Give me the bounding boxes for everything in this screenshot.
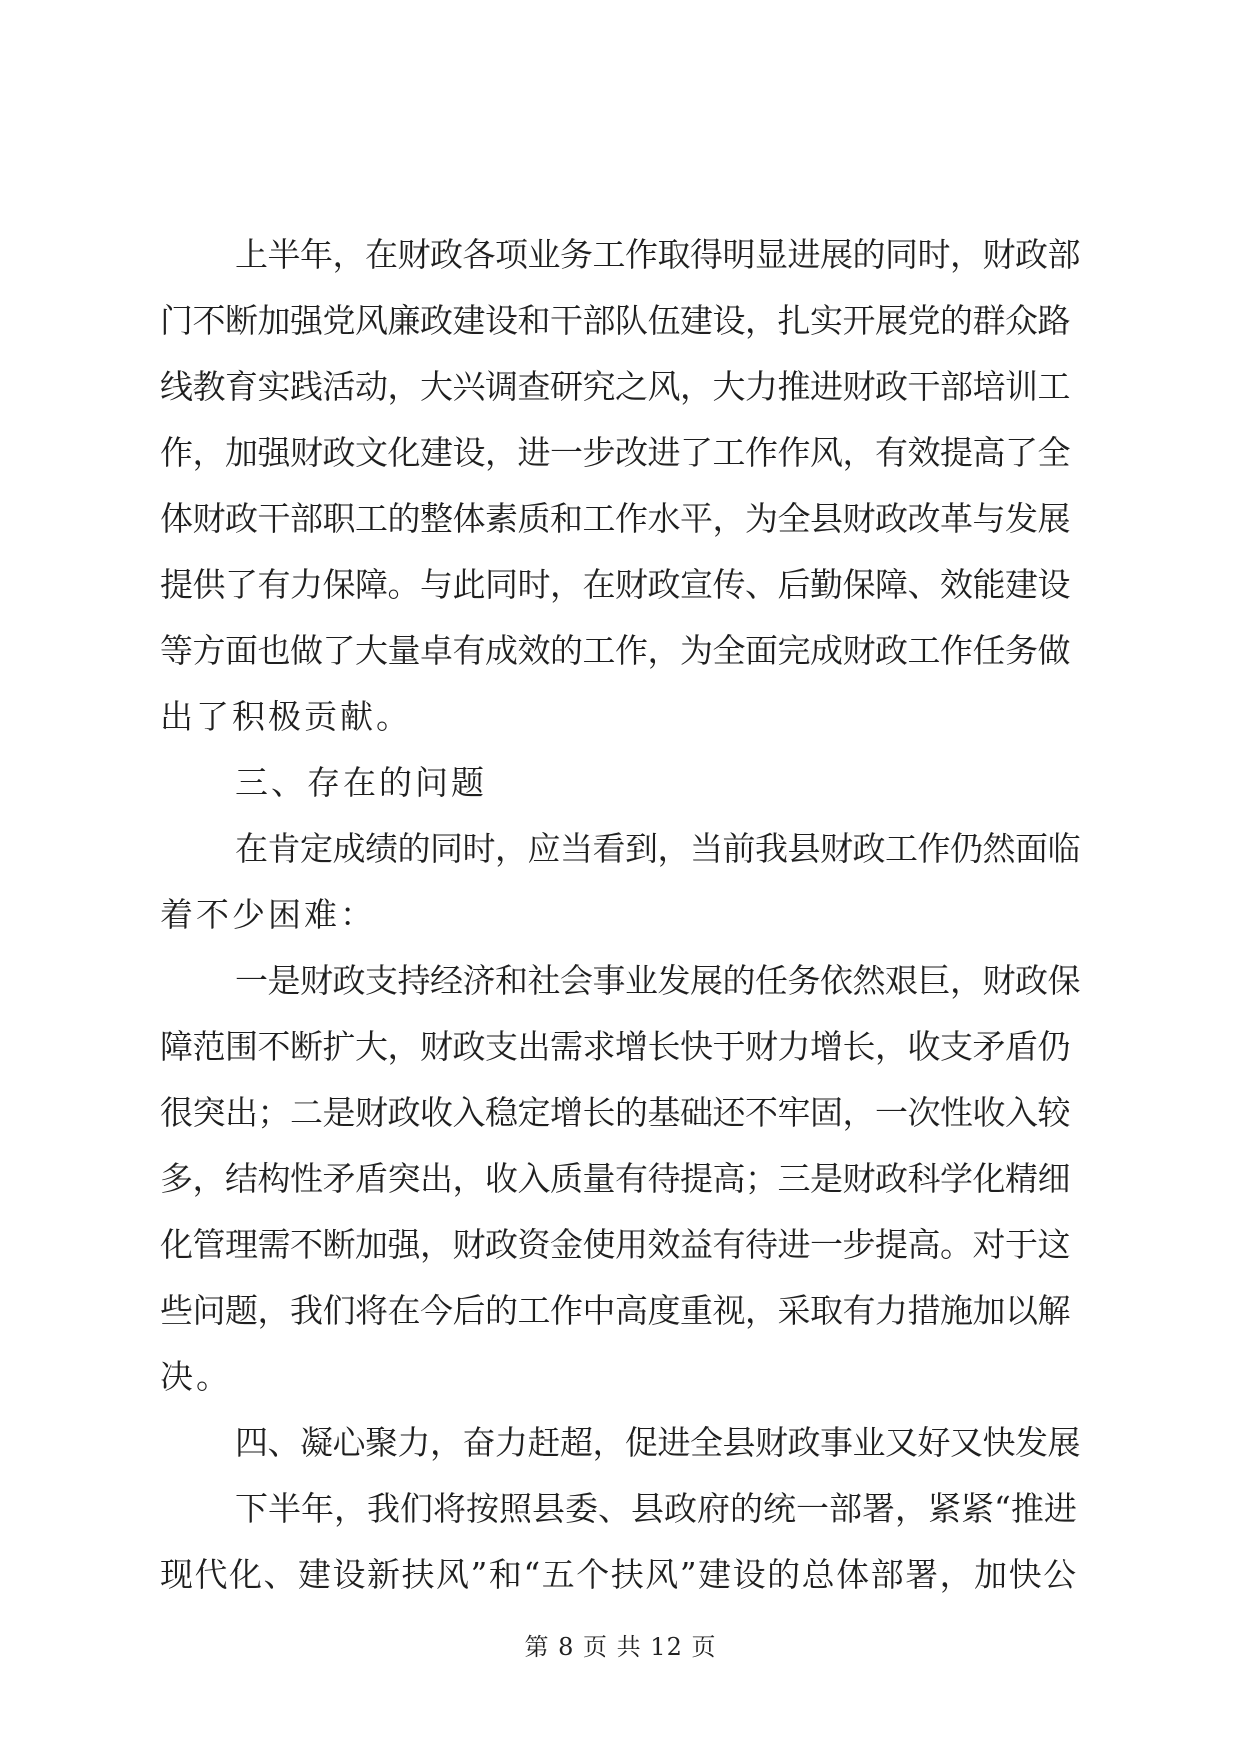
paragraph-line: 着不少困难： xyxy=(160,895,376,934)
paragraph-line: 在肯定成绩的同时，应当看到，当前我县财政工作仍然面临 xyxy=(235,829,1080,868)
paragraph-line: 障范围不断扩大，财政支出需求增长快于财力增长，收支矛盾仍 xyxy=(160,1027,1070,1066)
paragraph-line: 决。 xyxy=(160,1357,232,1396)
paragraph-line: 上半年，在财政各项业务工作取得明显进展的同时，财政部 xyxy=(235,235,1080,274)
paragraph-line: 门不断加强党风廉政建设和干部队伍建设，扎实开展党的群众路 xyxy=(160,301,1070,340)
paragraph-line: 一是财政支持经济和社会事业发展的任务依然艰巨，财政保 xyxy=(235,961,1080,1000)
paragraph-line: 多，结构性矛盾突出，收入质量有待提高；三是财政科学化精细 xyxy=(160,1159,1070,1198)
paragraph-line: 线教育实践活动，大兴调查研究之风，大力推进财政干部培训工 xyxy=(160,367,1070,406)
paragraph-line: 等方面也做了大量卓有成效的工作，为全面完成财政工作任务做 xyxy=(160,631,1070,670)
paragraph-line: 些问题，我们将在今后的工作中高度重视，采取有力措施加以解 xyxy=(160,1291,1070,1330)
paragraph-line: 现代化、建设新扶风”和“五个扶风”建设的总体部署，加快公 xyxy=(160,1555,1078,1594)
page-number-footer: 第 8 页 共 12 页 xyxy=(524,1633,717,1661)
paragraph-line: 化管理需不断加强，财政资金使用效益有待进一步提高。对于这 xyxy=(160,1225,1070,1264)
section-heading: 三、存在的问题 xyxy=(235,763,487,802)
section-heading: 四、凝心聚力，奋力赶超，促进全县财政事业又好又快发展 xyxy=(235,1423,1080,1462)
paragraph-line: 作，加强财政文化建设，进一步改进了工作作风，有效提高了全 xyxy=(160,433,1070,472)
paragraph-line: 体财政干部职工的整体素质和工作水平，为全县财政改革与发展 xyxy=(160,499,1070,538)
paragraph-line: 下半年，我们将按照县委、县政府的统一部署，紧紧“推进 xyxy=(235,1489,1077,1528)
paragraph-line: 提供了有力保障。与此同时，在财政宣传、后勤保障、效能建设 xyxy=(160,565,1070,604)
paragraph-line: 很突出；二是财政收入稳定增长的基础还不牢固，一次性收入较 xyxy=(160,1093,1070,1132)
paragraph-line: 出了积极贡献。 xyxy=(160,697,412,736)
